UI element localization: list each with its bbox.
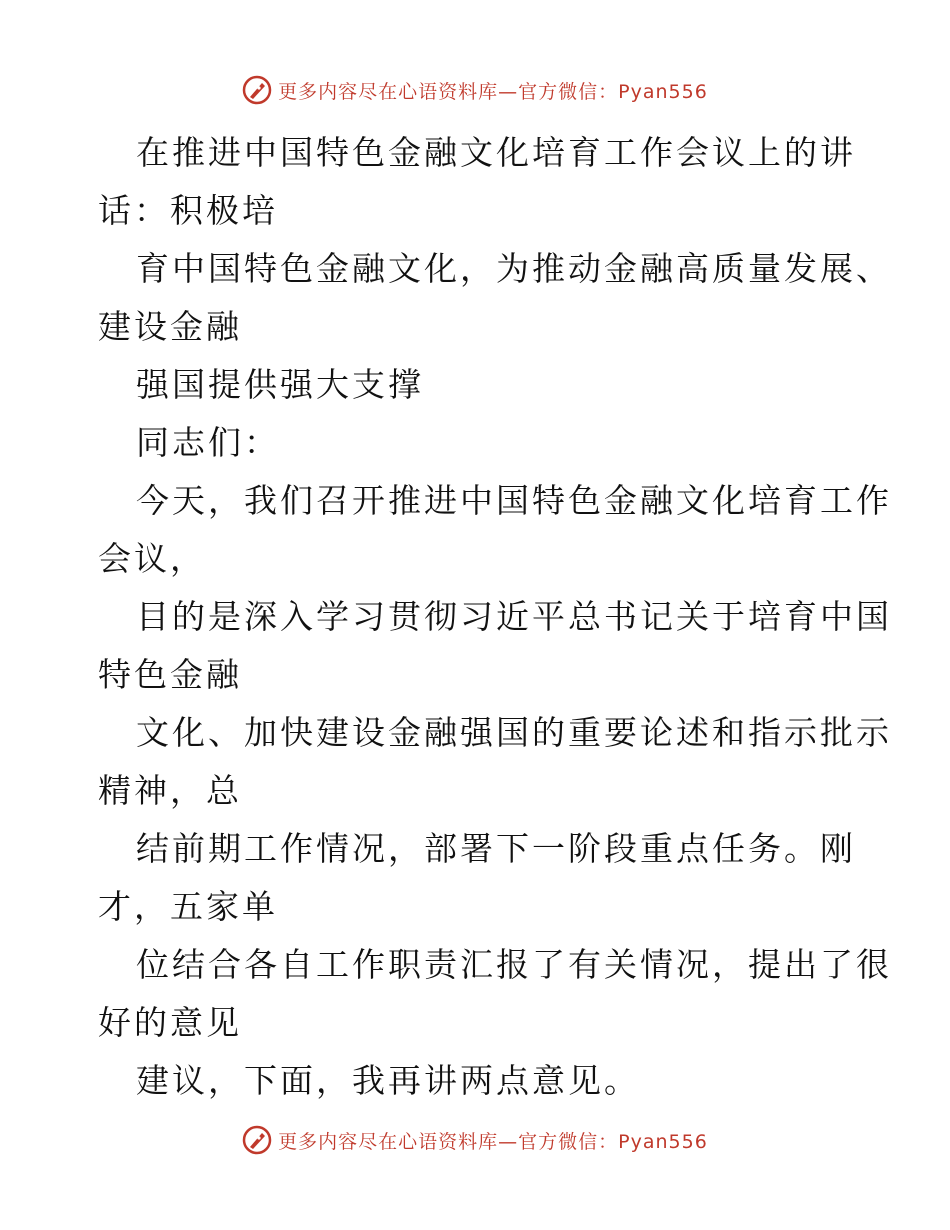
text-line: 才，五家单 [98, 887, 278, 926]
text-line: 强国提供强大支撑 [136, 365, 424, 404]
text-line: 目的是深入学习贯彻习近平总书记关于培育中国 [136, 597, 892, 636]
text-line: 育中国特色金融文化，为推动金融高质量发展、 [136, 249, 892, 288]
text-line: 好的意见 [98, 1003, 242, 1042]
pen-nib-logo-icon [242, 75, 272, 105]
text-line: 精神，总 [98, 771, 242, 810]
text-line: 同志们： [136, 423, 280, 462]
text-line: 位结合各自工作职责汇报了有关情况，提出了很 [136, 945, 892, 984]
watermark-handle: Pyan556 [618, 1130, 708, 1153]
text-line: 文化、加快建设金融强国的重要论述和指示批示 [136, 713, 892, 752]
text-line: 建议，下面，我再讲两点意见。 [136, 1061, 640, 1100]
watermark-handle: Pyan556 [618, 80, 708, 103]
header-watermark [0, 72, 950, 108]
text-line: 结前期工作情况，部署下一阶段重点任务。刚 [136, 829, 856, 868]
text-line: 建设金融 [98, 307, 242, 346]
watermark-text [278, 1127, 708, 1154]
text-line: 会议， [98, 539, 206, 578]
pen-nib-logo-icon [242, 1125, 272, 1155]
footer-watermark [0, 1122, 950, 1158]
watermark-label: 更多内容尽在心语资料库—官方微信： [278, 1130, 619, 1153]
watermark-text [278, 77, 708, 104]
text-line: 话：积极培 [98, 191, 278, 230]
text-line: 特色金融 [98, 655, 242, 694]
text-line: 在推进中国特色金融文化培育工作会议上的讲 [136, 133, 856, 172]
text-line: 今天，我们召开推进中国特色金融文化培育工作 [136, 481, 892, 520]
watermark-label: 更多内容尽在心语资料库—官方微信： [278, 80, 619, 103]
document-body [98, 124, 892, 1110]
